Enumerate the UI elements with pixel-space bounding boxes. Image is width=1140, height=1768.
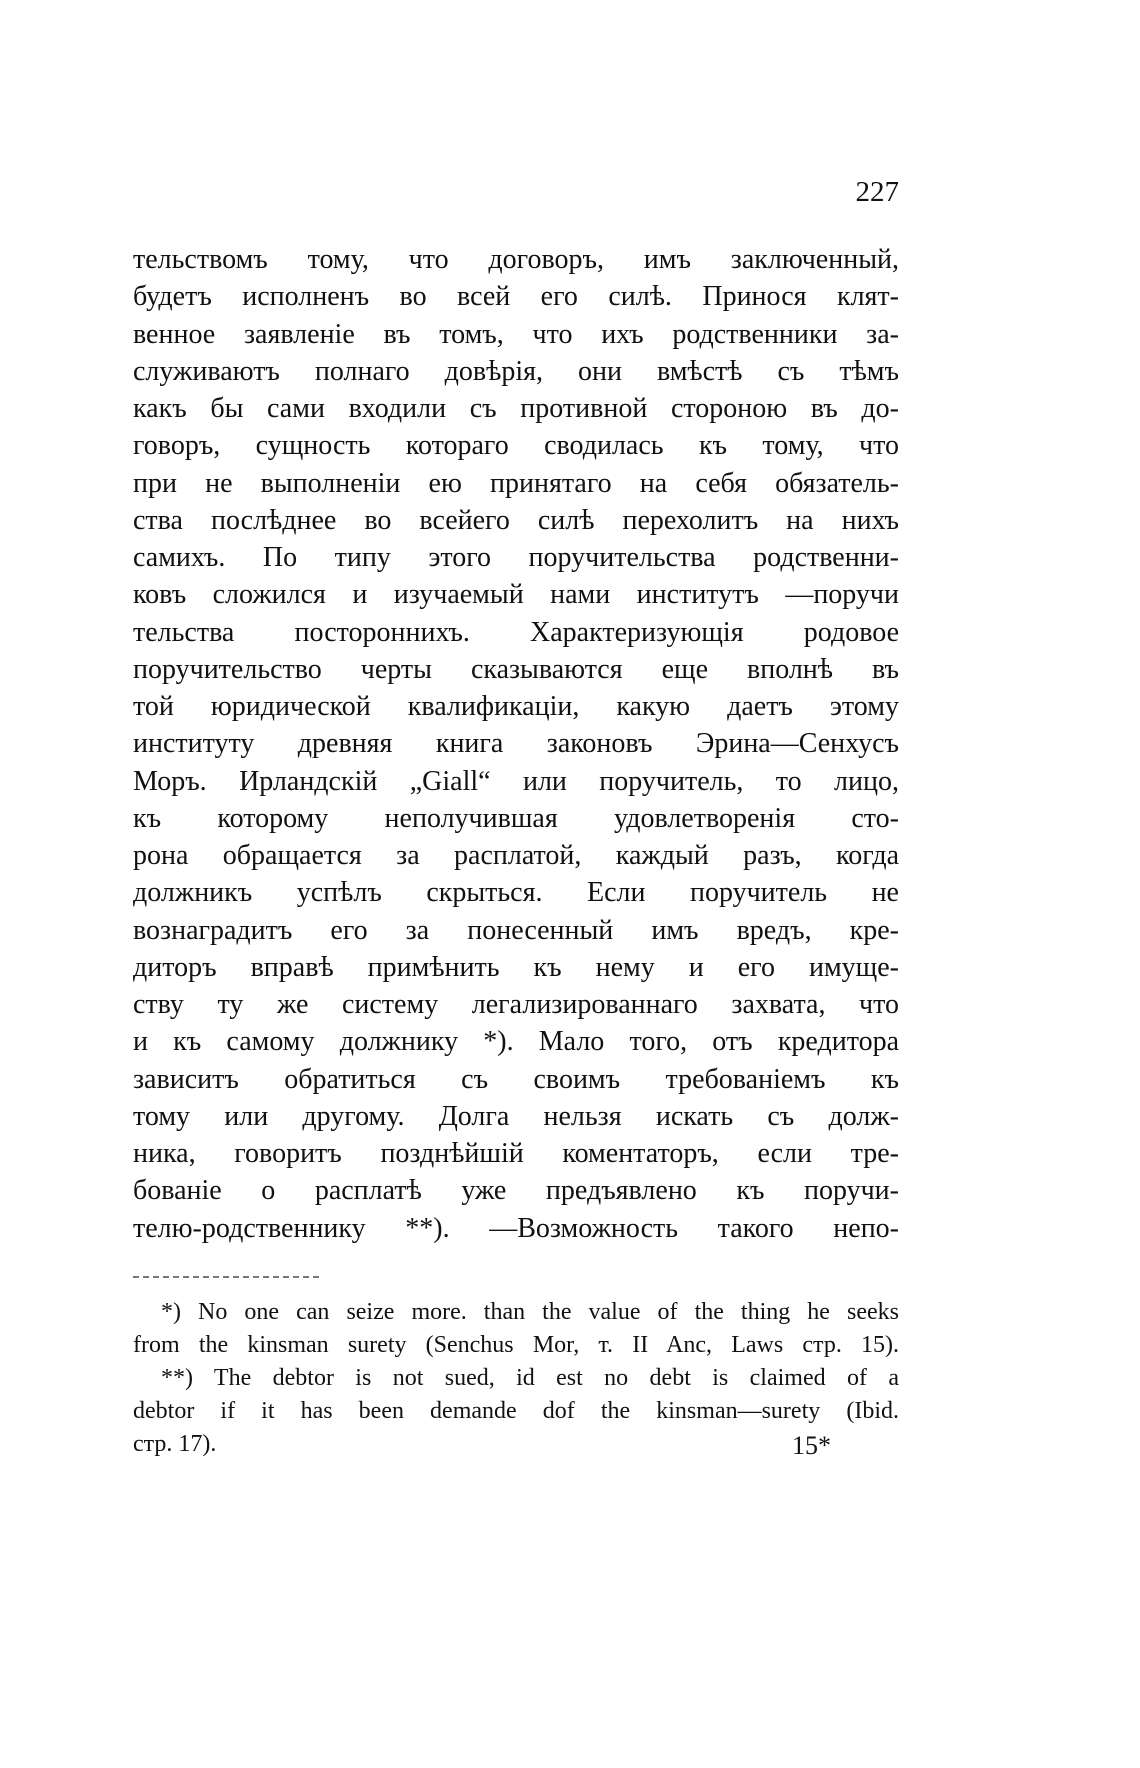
- text-line: вознаградитъ его за понесенный имъ вредъ, кре-: [133, 914, 899, 946]
- text-line: ковъ сложился и изучаемый нами институтъ —поручи: [133, 579, 899, 611]
- footnote-line: *) No one can seize more. than the value of the thing he seeks: [161, 1299, 899, 1325]
- footnote-line: **) The debtor is not sued, id est no debt is claimed of a: [161, 1365, 899, 1391]
- text-line: ника, говоритъ позднѣйшій коментаторъ, если тре-: [133, 1138, 899, 1169]
- text-line: къ которому неполучившая удовлетворенія сто-: [133, 802, 899, 834]
- text-line: должникъ успѣлъ скрыться. Если поручитель не: [133, 877, 899, 909]
- signature-mark: 15*: [792, 1431, 831, 1460]
- text-line: поручительство черты сказываются еще вполнѣ въ: [133, 653, 899, 685]
- text-line: самихъ. По типу этого поручительства родственни-: [133, 542, 899, 573]
- footnote-separator: [133, 1276, 319, 1278]
- text-line: тельства постороннихъ. Характеризующія родовое: [133, 616, 899, 648]
- text-line: ства послѣднее во всейего силѣ перехолитъ на нихъ: [133, 504, 899, 536]
- text-line: институту древняя книга законовъ Эрина—Сенхусъ: [133, 728, 899, 760]
- page-number: 227: [855, 176, 899, 208]
- footnote-line: debtor if it has been demande dof the kinsman—surety (Ibid.: [133, 1398, 899, 1424]
- body-text: [133, 241, 899, 1247]
- text-line: телю-родственнику **). —Возможность такого непо-: [133, 1212, 899, 1244]
- text-line: будетъ исполненъ во всей его силѣ. Принося клят-: [133, 281, 899, 313]
- text-line: тому или другому. Долга нельзя искать съ долж-: [133, 1100, 899, 1132]
- text-line: Моръ. Ирландскій „Giall“ или поручитель, то лицо,: [133, 765, 899, 797]
- text-line: и къ самому должнику *). Мало того, отъ кредитора: [133, 1026, 899, 1058]
- text-line: говоръ, сущность котораго сводилась къ тому, что: [133, 430, 899, 462]
- text-line: какъ бы сами входили съ противной стороною въ до-: [133, 393, 899, 424]
- text-line: рона обращается за расплатой, каждый разъ, когда: [133, 840, 899, 871]
- text-line: ству ту же систему легализированнаго захвата, что: [133, 989, 899, 1020]
- text-line: той юридической квалификаціи, какую даетъ этому: [133, 691, 899, 722]
- text-line: бованіе о расплатѣ уже предъявлено къ поручи-: [133, 1175, 899, 1207]
- text-line: венное заявленіе въ томъ, что ихъ родственники за-: [133, 318, 899, 350]
- text-line: при не выполненіи ею принятаго на себя обязатель-: [133, 467, 899, 499]
- text-line: служиваютъ полнаго довѣрія, они вмѣстѣ съ тѣмъ: [133, 355, 899, 387]
- text-line: зависитъ обратиться съ своимъ требованіемъ къ: [133, 1063, 899, 1095]
- footnote-line: стр. 17).: [133, 1431, 217, 1457]
- footnote-line: from the kinsman surety (Senchus Mor, т. II Anc, Laws стр. 15).: [133, 1332, 899, 1358]
- text-line: тельствомъ тому, что договоръ, имъ заключенный,: [133, 244, 899, 275]
- footnotes: [133, 1296, 899, 1461]
- text-line: диторъ вправѣ примѣнить къ нему и его имуще-: [133, 951, 899, 983]
